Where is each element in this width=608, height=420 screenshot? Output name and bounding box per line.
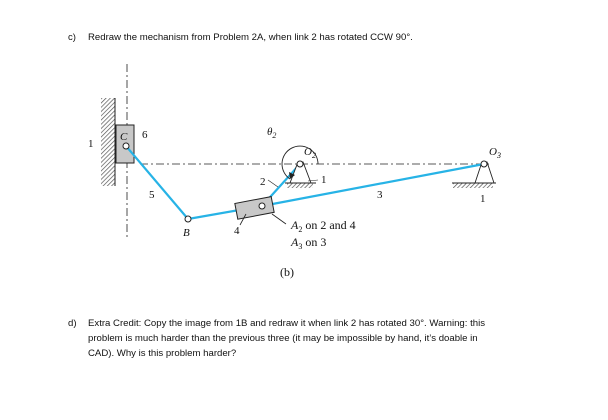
left-ground-hatch [101, 98, 115, 186]
label-o3: $O_3$ [489, 146, 501, 160]
label-theta2: $\theta_2$ [267, 126, 277, 140]
label-link6: 6 [142, 129, 148, 141]
pin-a [259, 203, 265, 209]
label-slider-c: C [120, 131, 128, 143]
question-c-text: Redraw the mechanism from Problem 2A, when link 2 has rotated CCW 90°. [88, 32, 413, 43]
question-d-label: d) [68, 318, 77, 329]
question-d-line1: Extra Credit: Copy the image from 1B and redraw it when link 2 has rotated 30°. Warning: this [88, 318, 486, 329]
label-ground-left: 1 [88, 138, 94, 150]
question-c-label: c) [68, 32, 76, 43]
note-a2: $A_2$ on 2 and 4 [291, 218, 356, 234]
leader-a2 [272, 214, 286, 224]
note-a3: $A_3$ on 3 [291, 235, 327, 251]
label-point-b: B [183, 227, 190, 239]
question-d-line2: problem is much harder than the previous three (it may be impossible by hand, it’s doable in [88, 333, 478, 344]
slider-a-block [235, 197, 274, 220]
figure-caption: (b) [280, 265, 294, 279]
question-d-line3: CAD). Why is this problem harder? [88, 348, 237, 359]
label-link4: 4 [234, 225, 240, 237]
leader-2 [268, 180, 278, 187]
question-d [68, 316, 548, 361]
label-o2: $O_2$ [304, 146, 316, 160]
pin-o3 [481, 161, 487, 167]
pin-c [123, 143, 129, 149]
label-ground-right: 1 [480, 193, 486, 205]
label-link3: 3 [377, 189, 383, 201]
link-5 [126, 146, 188, 219]
label-link5: 5 [149, 189, 155, 201]
pin-b [185, 216, 191, 222]
pin-o2 [297, 161, 303, 167]
label-link2: 2 [260, 176, 266, 188]
label-ground-mid: 1 [321, 174, 327, 186]
